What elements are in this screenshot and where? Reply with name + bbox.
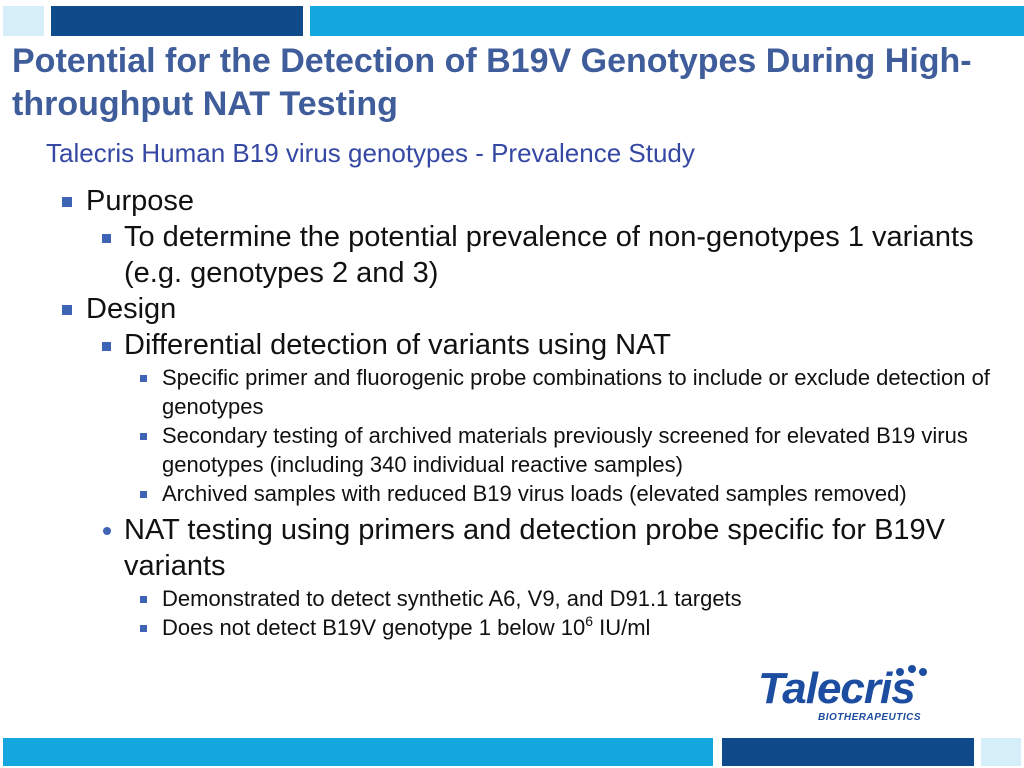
bullet-design [0,291,1000,327]
talecris-logo [758,664,930,726]
bullet-purpose [0,183,1000,219]
square-bullet-icon [102,342,111,351]
square-bullet-icon [140,375,147,382]
bottom-cyan-bar [3,738,713,766]
bullet-purpose-detail [0,219,1000,291]
bullet-does-not-detect [0,613,1000,642]
bullet-secondary-testing [0,421,1000,479]
slide-subtitle: Talecris Human B19 virus genotypes - Prevalence Study [46,138,695,168]
bullet-text: Demonstrated to detect synthetic A6, V9, and D91.1 targets [162,586,742,611]
square-bullet-icon [102,234,111,243]
bullet-primer-probe [0,363,1000,421]
round-bullet-icon [103,527,111,535]
bullet-text: Secondary testing of archived materials previously screened for elevated B19 virus genotypes (including 340 individual reactive samples) [162,423,968,477]
bullet-archived-samples [0,479,1000,508]
logo-wordmark: Talecris [758,664,915,713]
bullet-text: NAT testing using primers and detection probe specific for B19V variants [124,514,946,582]
square-bullet-icon [140,625,147,632]
bullet-text: Does not detect B19V genotype 1 below 10 [162,615,586,640]
bullet-nat-testing [0,512,1000,584]
logo-tagline: BIOTHERAPEUTICS [818,712,922,723]
top-cyan-bar [310,6,1024,36]
exponent: 6 [585,613,593,629]
bullet-text: Design [86,293,177,325]
bullet-demonstrated [0,584,1000,613]
bottom-right-square-decoration [981,738,1021,766]
bullet-list [0,183,1000,642]
bottom-navy-bar [722,738,974,766]
bullet-text: Specific primer and fluorogenic probe combinations to include or exclude detection of genotypes [162,365,990,419]
top-navy-bar [51,6,303,36]
square-bullet-icon [140,433,147,440]
bullet-text: Differential detection of variants using NAT [124,329,671,361]
bullet-text: Purpose [86,185,195,217]
square-bullet-icon [140,491,147,498]
unit-text: IU/ml [593,615,651,640]
slide-title: Potential for the Detection of B19V Genotypes During High-throughput NAT Testing [12,42,972,123]
top-left-square-decoration [3,6,44,36]
bullet-text: To determine the potential prevalence of non-genotypes 1 variants (e.g. genotypes 2 and 3) [124,221,974,289]
square-bullet-icon [62,305,72,315]
square-bullet-icon [62,197,72,207]
bullet-differential-detection [0,327,1000,363]
square-bullet-icon [140,596,147,603]
bullet-text: Archived samples with reduced B19 virus loads (elevated samples removed) [162,481,907,506]
